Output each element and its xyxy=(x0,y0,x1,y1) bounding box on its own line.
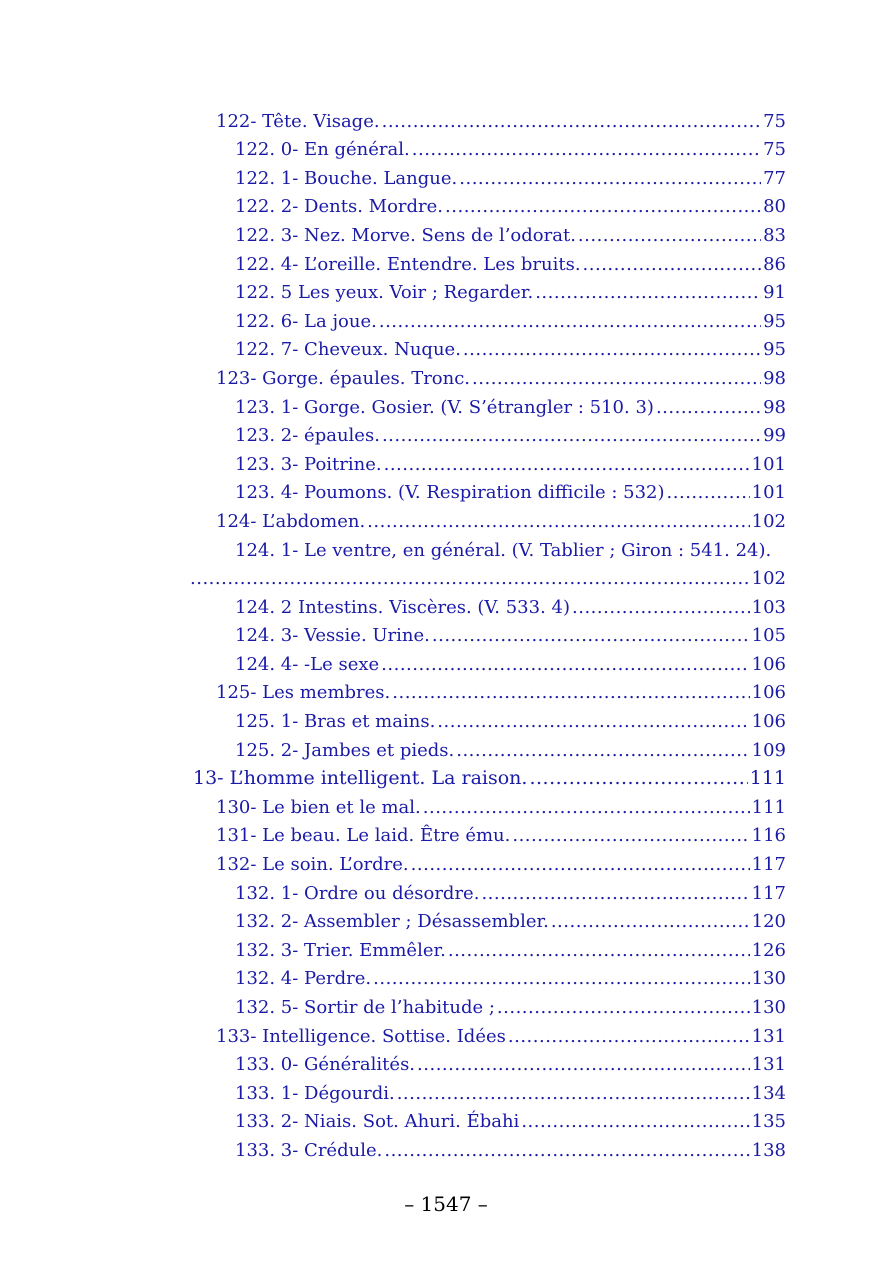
toc-entry-title: 123. 1- Gorge. Gosier. (V. S’étrangler : 510. 3) xyxy=(235,396,654,418)
toc-entry xyxy=(0,993,892,1022)
dot-leader xyxy=(667,482,750,503)
toc-entry-page: 83 xyxy=(763,224,786,246)
toc-entry-title: 122. 7- Cheveux. Nuque. xyxy=(235,339,461,361)
toc-entry-title: 122. 3- Nez. Morve. Sens de l’odorat. xyxy=(235,224,576,246)
toc-entry-page: 109 xyxy=(751,739,786,761)
toc-entry-title: 123. 2- épaules. xyxy=(235,425,380,447)
dot-leader xyxy=(367,511,749,532)
dot-leader xyxy=(411,854,750,875)
toc-entry-page: 131 xyxy=(751,1054,786,1076)
toc-entry-page: 130 xyxy=(751,997,786,1018)
page-number: – 1547 – xyxy=(404,1192,488,1216)
dot-leader xyxy=(379,311,761,332)
dot-leader xyxy=(656,397,761,418)
toc-entry xyxy=(0,1051,892,1080)
toc-entry-page: 99 xyxy=(763,425,786,447)
toc-entry xyxy=(0,307,892,336)
dot-leader xyxy=(445,196,761,217)
toc-entry-title: 124. 1- Le ventre, en général. (V. Tablier ; Giron : 541. 24). xyxy=(235,539,772,561)
toc-entry-page: 135 xyxy=(751,1111,786,1133)
toc-entry-title: 13- L’homme intelligent. La raison. xyxy=(193,767,528,790)
toc-entry-title: 133. 0- Généralités. xyxy=(235,1054,416,1076)
toc-entry xyxy=(0,1079,892,1108)
toc-entry-title: 122. 4- L’oreille. Entendre. Les bruits. xyxy=(235,253,581,275)
toc-entry-page: 117 xyxy=(751,882,786,904)
toc-entry xyxy=(0,1108,892,1137)
toc-entry-page: 98 xyxy=(763,396,786,418)
toc-entry-page: 75 xyxy=(763,139,786,161)
toc-entry xyxy=(0,850,892,879)
toc-entry-page: 77 xyxy=(763,167,786,189)
dot-leader xyxy=(572,597,750,618)
toc-entry-page: 80 xyxy=(763,196,786,218)
dot-leader xyxy=(397,1083,750,1104)
toc-entry-title: 132. 5- Sortir de l’habitude ; xyxy=(235,997,495,1018)
dot-leader xyxy=(382,425,761,446)
toc-entry xyxy=(0,622,892,651)
toc-entry-page: 98 xyxy=(763,367,786,389)
toc-entry-page: 111 xyxy=(751,796,786,818)
toc-entry xyxy=(0,793,892,822)
toc-entry-page: 130 xyxy=(751,968,786,990)
toc-entry xyxy=(0,736,892,765)
toc-entry-title: 124. 2 Intestins. Viscères. (V. 533. 4) xyxy=(235,596,571,618)
dot-leader xyxy=(423,797,750,818)
toc-entry xyxy=(0,1022,892,1051)
dot-leader xyxy=(459,168,761,189)
toc-entry xyxy=(0,164,892,193)
dot-leader xyxy=(456,740,749,761)
toc-entry xyxy=(0,422,892,451)
toc-entry-page: 95 xyxy=(763,339,786,361)
toc-entry xyxy=(0,536,892,565)
toc-entry xyxy=(0,336,892,365)
toc-entry-title: 130- Le bien et le mal. xyxy=(216,796,421,818)
toc-entry-title: 132. 2- Assembler ; Désassembler. xyxy=(235,911,549,933)
toc-entry-page: 131 xyxy=(751,1025,786,1047)
toc-entry xyxy=(0,822,892,851)
toc-entry-title: 123. 3- Poitrine. xyxy=(235,453,382,475)
toc-entry xyxy=(0,650,892,679)
toc-entry xyxy=(0,250,892,279)
toc-entry-page: 117 xyxy=(751,854,786,876)
dot-leader xyxy=(392,682,749,703)
dot-leader xyxy=(384,1140,749,1161)
toc-entry-page: 95 xyxy=(763,310,786,332)
toc-entry-title: 133. 3- Crédule. xyxy=(235,1139,383,1161)
dot-leader xyxy=(472,368,761,389)
dot-leader xyxy=(481,883,749,904)
dot-leader xyxy=(432,625,750,646)
toc-entry xyxy=(0,593,892,622)
dot-leader xyxy=(373,968,750,989)
toc-entry xyxy=(0,679,892,708)
dot-leader xyxy=(412,139,761,160)
toc-entry xyxy=(0,221,892,250)
table-of-contents xyxy=(0,107,892,1165)
toc-entry-title: 124- L’abdomen. xyxy=(216,510,366,532)
toc-entry-title: 125- Les membres. xyxy=(216,682,391,704)
toc-entry xyxy=(0,364,892,393)
toc-entry-page: 120 xyxy=(751,911,786,933)
toc-entry-page: 101 xyxy=(751,453,786,475)
toc-entry-page: 111 xyxy=(749,767,786,790)
toc-entry-title: 123- Gorge. épaules. Tronc. xyxy=(216,367,471,389)
toc-entry xyxy=(0,279,892,308)
toc-entry-title: 132. 3- Trier. Emmêler. xyxy=(235,939,446,961)
toc-entry xyxy=(0,965,892,994)
toc-entry-page: 106 xyxy=(751,653,786,675)
toc-entry-page: 103 xyxy=(751,596,786,618)
toc-entry-title: 132- Le soin. L’ordre. xyxy=(216,854,409,876)
toc-entry-title: 122. 0- En général. xyxy=(235,139,410,161)
toc-entry xyxy=(0,107,892,136)
dot-leader xyxy=(512,825,749,846)
toc-entry-title: 133- Intelligence. Sottise. Idées xyxy=(216,1025,506,1047)
toc-entry-title: 122. 6- La joue. xyxy=(235,310,377,332)
dot-leader xyxy=(190,568,750,589)
dot-leader xyxy=(384,454,750,475)
dot-leader xyxy=(521,1111,749,1132)
toc-entry-title: 133. 2- Niais. Sot. Ahuri. Ébahi xyxy=(235,1111,520,1133)
dot-leader xyxy=(382,111,762,132)
toc-entry-title: 132. 1- Ordre ou désordre. xyxy=(235,882,480,904)
dot-leader xyxy=(381,654,749,675)
dot-leader xyxy=(529,767,747,789)
toc-entry-page: 106 xyxy=(751,682,786,704)
toc-entry-page: 126 xyxy=(751,939,786,961)
toc-entry xyxy=(0,908,892,937)
toc-entry-title: 131- Le beau. Le laid. Être ému. xyxy=(216,825,511,847)
toc-entry xyxy=(0,479,892,508)
dot-leader xyxy=(551,911,750,932)
toc-entry-title: 124. 4- -Le sexe xyxy=(235,653,380,675)
dot-leader xyxy=(437,711,749,732)
toc-entry-title: 133. 1- Dégourdi. xyxy=(235,1082,395,1104)
toc-entry xyxy=(0,879,892,908)
toc-entry-page: 116 xyxy=(751,825,786,847)
toc-entry xyxy=(0,450,892,479)
toc-entry-page: 102 xyxy=(751,568,786,590)
toc-entry-page: 101 xyxy=(751,482,786,504)
dot-leader xyxy=(535,282,761,303)
dot-leader xyxy=(448,940,750,961)
toc-entry xyxy=(0,765,892,794)
toc-entry-page: 102 xyxy=(751,510,786,532)
toc-entry-title: 122. 5 Les yeux. Voir ; Regarder. xyxy=(235,282,534,304)
dot-leader xyxy=(497,997,750,1018)
toc-entry xyxy=(0,1136,892,1165)
dot-leader xyxy=(508,1026,750,1047)
toc-entry-page: 106 xyxy=(751,711,786,733)
toc-entry-page: 86 xyxy=(763,253,786,275)
toc-entry-page: 138 xyxy=(751,1139,786,1161)
toc-entry xyxy=(0,936,892,965)
dot-leader xyxy=(578,225,761,246)
dot-leader xyxy=(583,254,762,275)
toc-entry-page: 105 xyxy=(751,625,786,647)
toc-entry-page: 134 xyxy=(751,1082,786,1104)
toc-entry xyxy=(0,393,892,422)
toc-entry xyxy=(0,136,892,165)
toc-entry-title: 122- Tête. Visage. xyxy=(216,110,380,132)
toc-entry-page: 75 xyxy=(763,110,786,132)
toc-entry xyxy=(0,507,892,536)
toc-entry-title: 124. 3- Vessie. Urine. xyxy=(235,625,430,647)
toc-entry-title: 122. 1- Bouche. Langue. xyxy=(235,167,458,189)
toc-entry-title: 125. 1- Bras et mains. xyxy=(235,711,436,733)
toc-entry-title: 125. 2- Jambes et pieds. xyxy=(235,739,455,761)
toc-entry-title: 122. 2- Dents. Mordre. xyxy=(235,196,444,218)
dot-leader xyxy=(417,1054,750,1075)
dot-leader xyxy=(463,339,761,360)
toc-entry xyxy=(0,707,892,736)
toc-entry-title: 123. 4- Poumons. (V. Respiration difficile : 532) xyxy=(235,482,665,504)
toc-entry xyxy=(0,193,892,222)
toc-entry xyxy=(0,565,892,594)
toc-entry-page: 91 xyxy=(763,282,786,304)
toc-entry-title: 132. 4- Perdre. xyxy=(235,968,372,990)
